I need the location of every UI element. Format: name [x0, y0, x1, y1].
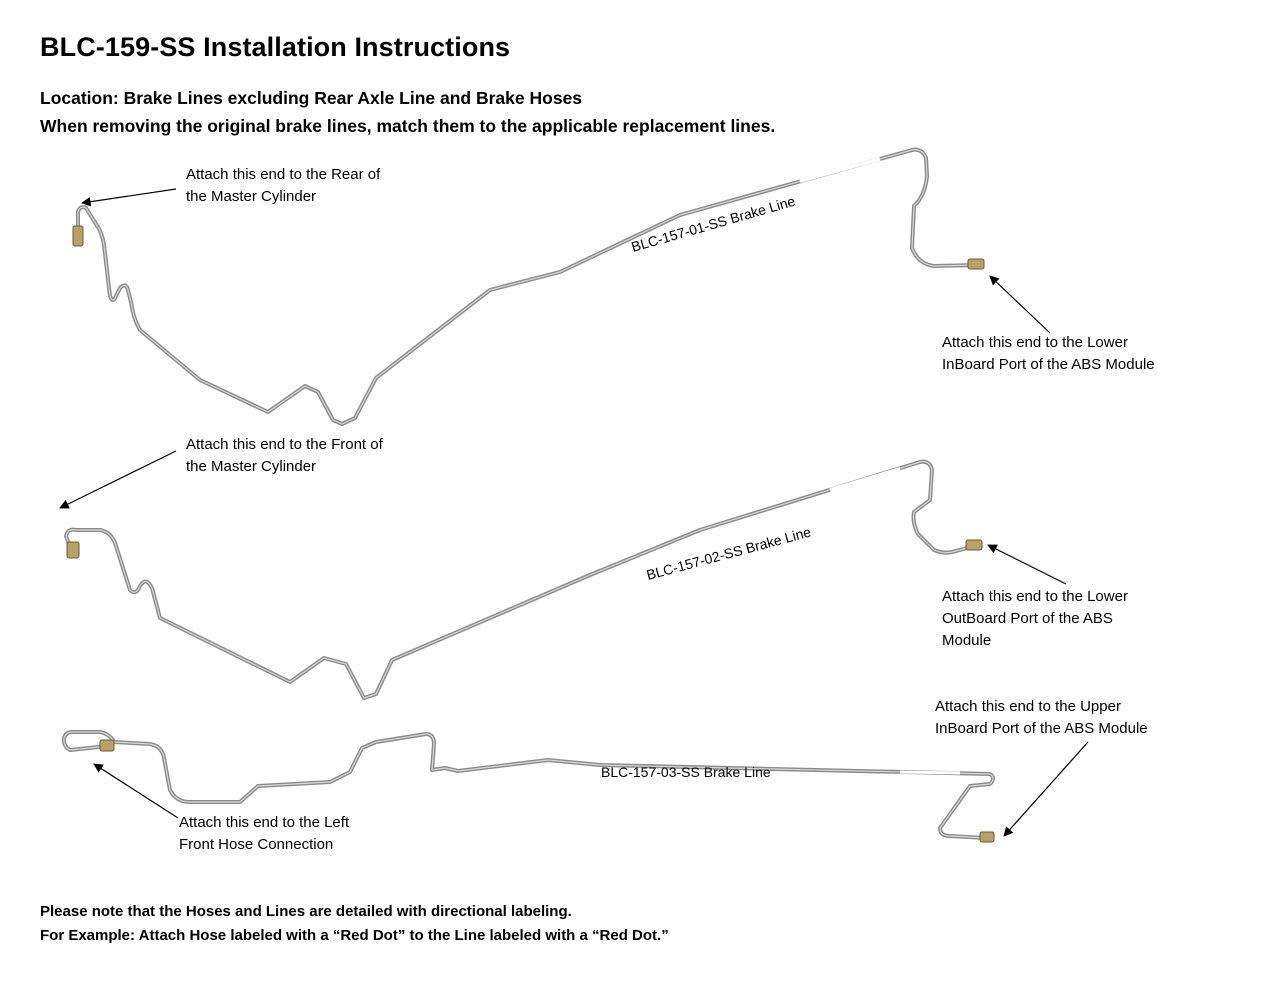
- callout-1-start-line1: Attach this end to the Rear of: [186, 166, 381, 183]
- callout-2-start-line1: Attach this end to the Front of: [186, 436, 383, 453]
- fitting-3a: [100, 740, 114, 751]
- fitting-1b: [968, 259, 984, 269]
- callout-2-end: [942, 586, 1128, 652]
- callout-1-start-line2: the Master Cylinder: [186, 188, 317, 205]
- callout-3-end: [935, 696, 1148, 740]
- callout-2-end-line2: OutBoard Port of the ABS: [942, 610, 1113, 627]
- callout-3-end-line1: Attach this end to the Upper: [935, 698, 1121, 715]
- callout-3-end-line2: InBoard Port of the ABS Module: [935, 720, 1148, 737]
- page-title: BLC-159-SS Installation Instructions: [40, 32, 511, 62]
- footer-note: Please note that the Hoses and Lines are detailed with directional labeling.: [40, 903, 572, 920]
- callout-3-start-line2: Front Hose Connection: [179, 836, 334, 853]
- tube-2: [66, 462, 975, 698]
- callout-2-end-line1: Attach this end to the Lower: [942, 588, 1128, 605]
- callout-3-start: [179, 812, 349, 856]
- line-2-label: BLC-157-02-SS Brake Line: [644, 523, 813, 583]
- arrow-1-start: [82, 189, 176, 203]
- footer-example: For Example: Attach Hose labeled with a “Red Dot” to the Line labeled with a “Red Dot.”: [40, 927, 669, 944]
- line-3-label: BLC-157-03-SS Brake Line: [601, 764, 771, 780]
- callout-1-start: [186, 164, 380, 208]
- line-1-label: BLC-157-01-SS Brake Line: [629, 192, 797, 255]
- tube-label-tape-2: [830, 469, 900, 490]
- callout-2-start-line2: the Master Cylinder: [186, 458, 317, 475]
- callout-1-end: [942, 332, 1155, 376]
- brake-line-2: [60, 451, 1066, 698]
- arrow-1-end: [990, 276, 1050, 333]
- fitting-2a: [67, 542, 79, 558]
- fitting-1a: [73, 226, 83, 246]
- location-line: Location: Brake Lines excluding Rear Axle Line and Brake Hoses: [40, 88, 583, 108]
- callout-1-end-line2: InBoard Port of the ABS Module: [942, 356, 1155, 373]
- callout-3-start-line1: Attach this end to the Left: [179, 814, 350, 831]
- callout-1-end-line1: Attach this end to the Lower: [942, 334, 1128, 351]
- callout-2-end-line3: Module: [942, 632, 992, 649]
- arrow-2-start: [60, 451, 176, 508]
- tube-label-tape-1: [800, 159, 880, 181]
- fitting-2b: [966, 540, 982, 550]
- arrow-3-end: [1004, 742, 1088, 836]
- arrow-2-end: [988, 545, 1066, 584]
- tube-label-tape-3: [900, 772, 960, 773]
- fitting-3b: [980, 832, 994, 842]
- callout-2-start: [186, 434, 383, 478]
- instruction-line: When removing the original brake lines, match them to the applicable replacement lines.: [40, 116, 776, 136]
